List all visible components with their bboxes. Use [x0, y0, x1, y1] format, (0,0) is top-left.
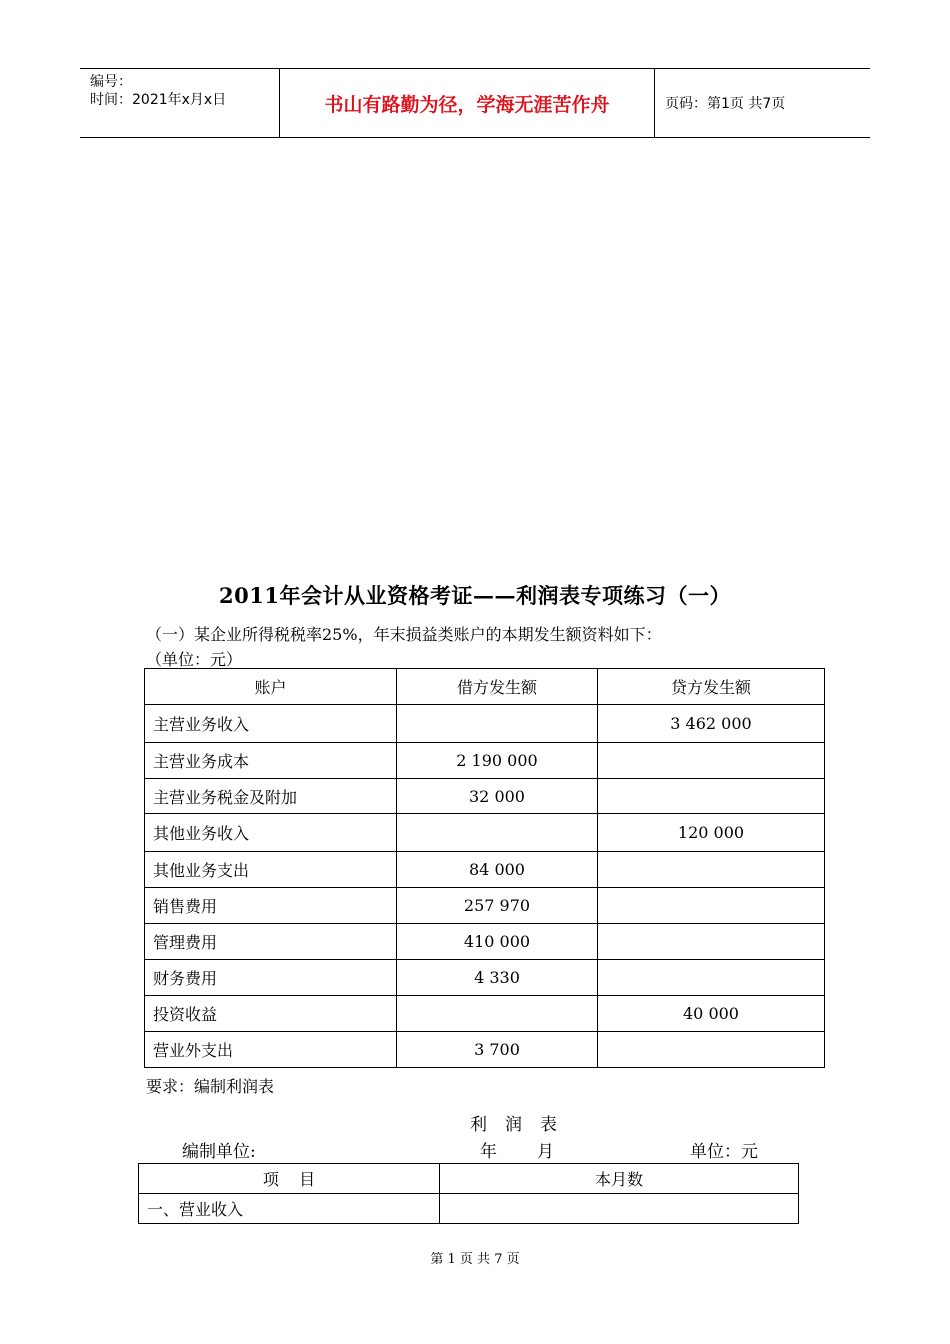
debit-cell: 3 700 — [397, 1032, 598, 1068]
document-title: 2011年会计从业资格考证——利润表专项练习（一） — [219, 583, 731, 608]
credit-cell: 120 000 — [598, 814, 825, 852]
amount-cell — [440, 1194, 799, 1224]
debit-cell: 257 970 — [397, 888, 598, 924]
credit-cell: 3 462 000 — [598, 705, 825, 743]
page-header — [80, 68, 870, 138]
account-cell: 其他业务收入 — [145, 814, 397, 852]
header-meta — [80, 69, 280, 137]
table-row — [145, 814, 825, 852]
header-credit: 贷方发生额 — [598, 669, 825, 705]
debit-cell: 2 190 000 — [397, 743, 598, 779]
credit-cell — [598, 888, 825, 924]
header-item: 项 目 — [139, 1164, 440, 1194]
debit-cell: 32 000 — [397, 779, 598, 814]
credit-cell — [598, 743, 825, 779]
unit-note: （单位：元） — [146, 650, 243, 669]
debit-cell: 410 000 — [397, 924, 598, 960]
table-row — [145, 779, 825, 814]
debit-cell — [397, 814, 598, 852]
item-cell: 一、营业收入 — [139, 1194, 440, 1224]
page-footer: 第 1 页 共 7 页 — [430, 1252, 520, 1267]
table-row — [145, 1032, 825, 1068]
table-header-row — [139, 1164, 799, 1194]
header-account: 账户 — [145, 669, 397, 705]
header-current-month: 本月数 — [440, 1164, 799, 1194]
table-row — [145, 705, 825, 743]
income-statement-table — [138, 1163, 799, 1224]
account-cell: 主营业务税金及附加 — [145, 779, 397, 814]
month-label: 月 — [537, 1142, 554, 1162]
time-label: 时间：2021年x月x日 — [90, 92, 227, 108]
intro-paragraph: （一）某企业所得税税率25%，年末损益类账户的本期发生额资料如下： — [146, 625, 662, 644]
table-row — [145, 743, 825, 779]
credit-cell — [598, 960, 825, 996]
table-header-row — [145, 669, 825, 705]
requirement-text: 要求：编制利润表 — [146, 1077, 275, 1096]
credit-cell — [598, 852, 825, 888]
header-motto: 书山有路勤为径，学海无涯苦作舟 — [280, 69, 655, 137]
table-row — [145, 852, 825, 888]
account-table — [144, 668, 825, 1068]
table-row — [145, 996, 825, 1032]
credit-cell: 40 000 — [598, 996, 825, 1032]
table-row — [145, 960, 825, 996]
credit-cell — [598, 1032, 825, 1068]
account-cell: 投资收益 — [145, 996, 397, 1032]
account-cell: 营业外支出 — [145, 1032, 397, 1068]
account-cell: 管理费用 — [145, 924, 397, 960]
account-cell: 其他业务支出 — [145, 852, 397, 888]
account-cell: 销售费用 — [145, 888, 397, 924]
account-cell: 主营业务成本 — [145, 743, 397, 779]
income-statement-title: 利润表 — [470, 1115, 575, 1135]
year-label: 年 — [480, 1142, 497, 1162]
debit-cell — [397, 705, 598, 743]
number-label: 编号： — [90, 74, 132, 90]
debit-cell: 4 330 — [397, 960, 598, 996]
credit-cell — [598, 924, 825, 960]
account-cell: 财务费用 — [145, 960, 397, 996]
header-page-info: 页码：第1页 共7页 — [665, 96, 786, 112]
credit-cell — [598, 779, 825, 814]
unit-label: 单位：元 — [690, 1142, 758, 1162]
debit-cell — [397, 996, 598, 1032]
table-row — [145, 924, 825, 960]
debit-cell: 84 000 — [397, 852, 598, 888]
table-row — [139, 1194, 799, 1224]
account-cell: 主营业务收入 — [145, 705, 397, 743]
compiler-label: 编制单位: — [182, 1142, 256, 1162]
table-row — [145, 888, 825, 924]
header-debit: 借方发生额 — [397, 669, 598, 705]
